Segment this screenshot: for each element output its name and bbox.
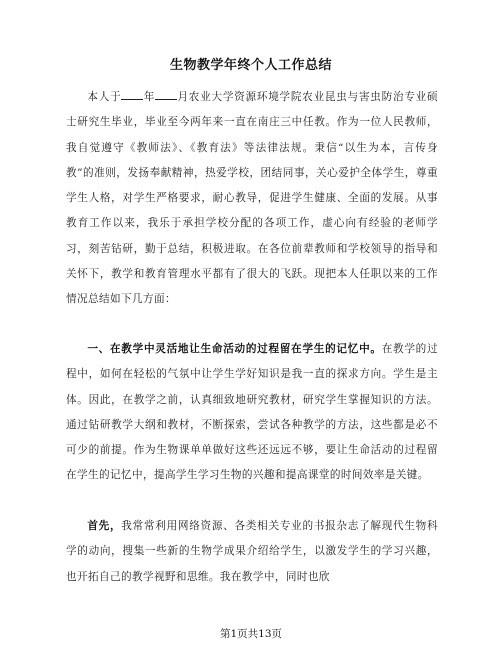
intro-text: 月农业大学资源环境学院农业昆虫与害虫防治专业硕士研究生毕业，毕业至今两年来一直在南庄三中任教。作为一位人民教师，我自觉遵守《教师法》、《教育法》等法律法规。秉信“以生为本，言传身教”的准则，发扬奉献精神，热爱学校，团结同事，关心爱护全体学生，尊重学生人格，对学生严格要求，耐心教导，促进学生健康、全面的发展。从事教育工作以来，我乐于承担学校分配的各项工作，虚心向有经验的老师学习，刻苦钻研，勤于总结，积极进取。在各位前辈教师和学校领导的指导和关怀下，教学和教育管理水平都有了很大的飞跃。现把本人任职以来的工作情况总结如下几方面： [66, 91, 439, 306]
document-title: 生物教学年终个人工作总结 [169, 58, 332, 73]
section-one-text: 在教学的过程中，如何在轻松的气氛中让学生学好知识是我一直的探求方向。学生是主体。因此，在教学之前，认真细致地研究教材，研究学生掌握知识的方法。通过钻研教学大纲和教材，不断探索，尝试各种教学的方法，这些都是必不可少的前提。作为生物课单单做好这些还远远不够，要让生命活动的过程留在学生的记忆中，提高学生学习生物的兴趣和提高课堂的时间效率是关键。 [66, 343, 439, 482]
first-point-text: 我常常利用网络资源、各类相关专业的书报杂志了解现代生物科学的动向，搜集一些新的生物学成果介绍给学生，以激发学生的学习兴趣，也开拓自己的教学视野和思维。我在教学中，同时也欣 [66, 520, 438, 583]
section-one-heading: 一、在教学中灵活地让生命活动的过程留在学生的记忆中。 [87, 343, 382, 355]
paragraph-section-one [66, 337, 438, 489]
month-blank [155, 90, 177, 100]
intro-prefix: 本人于 [87, 91, 122, 103]
page-number-footer: 第1页共13页 [219, 628, 283, 640]
intro-year-label: 年 [143, 91, 156, 103]
paragraph-intro [66, 85, 438, 313]
first-point-lead: 首先， [87, 520, 122, 532]
paragraph-first-point [66, 514, 438, 590]
year-blank [121, 90, 143, 100]
